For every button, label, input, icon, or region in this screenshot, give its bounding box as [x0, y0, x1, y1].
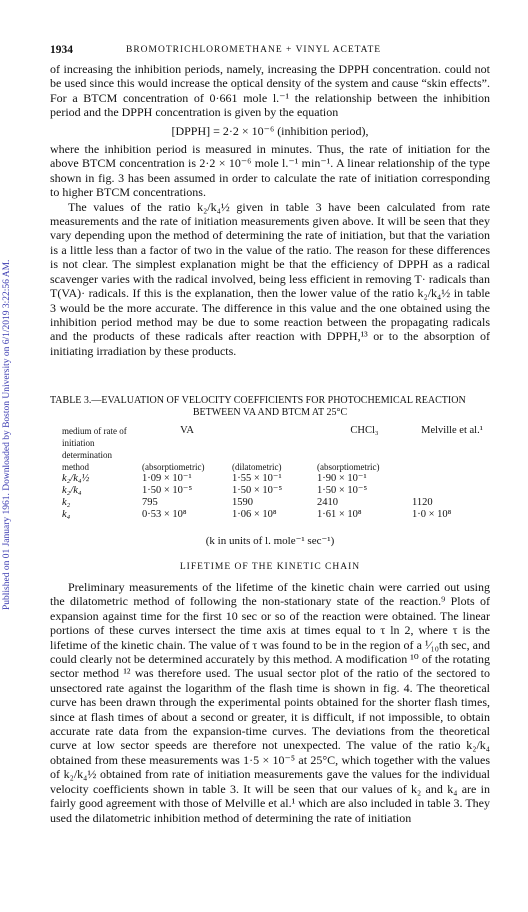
paragraph-1: of increasing the inhibition periods, namely, increasing the DPPH concentration. could not be used since this would increase the optical density of the system and cause “skin effects”. For a BTCM concentration of 0·661 mole l.⁻¹ the relationship between the inhibition period and the DPPH concentration is given by the equation [50, 62, 490, 120]
table-cell: 1·50 × 10⁻⁵ [317, 485, 368, 496]
download-watermark-text: Published on 01 January 1961. Downloaded by Boston University on 6/1/2019 3:22:56 AM. [2, 259, 12, 610]
table-row [62, 509, 492, 521]
table-header-row [62, 425, 492, 461]
table-cell: 0·53 × 10⁸ [142, 509, 187, 520]
paragraph-4: Preliminary measurements of the lifetime of the kinetic chain were carried out using the dilatometric method of following the non-stationary state of the reaction.⁹ Plots of expansion against time for the first 10 sec or so of the reaction were obtained. The linear portions of these curves intersect the time axis at times equal to τ ln 2, where τ is the lifetime of the kinetic chain. The value of τ was found to be in the region of a ¹⁄₁₀th sec, and could clearly not be determined accurately by this method. A modification ¹⁰ of the rotating sector method ¹² was therefore used. The usual sector plot of the ratio of the sectored to unsectored rate against the logarithm of the flash time is shown in fig. 4. The theoretical curve has been drawn through the experimental points obtained for the shorter flash times, since at flash times of about a second or greater, it is difficult, if not impossible, to obtain accurate rate data from the expansion-time curves. The deviations from the theoretical curve at low sector speeds are therefore not unexpected. The value of the ratio k₂/k₄ obtained from these measurements was 1·5 × 10⁻⁵ at 25°C, which together with the values of k₂/k₄½ obtained from rate of initiation measurements gave the values for the individual velocity coefficients shown in table 3. It will be seen that our values of k₂ and k₄ are in fairly good agreement with those of Melville et al.¹ which are also included in table 3. They used the dilatometric inhibition method of determining the rate of initiation [50, 580, 490, 825]
paragraph-3: The values of the ratio k₂/k₄½ given in table 3 have been calculated from rate measurements and the rate of initiation measurements given above. It will be seen that they vary depending upon the method of determining the rate of initiation, but that the variation is a little less than a factor of two in the value of the ratio. The reason for these differences is not clear. The simplest explanation might be that the efficiency of DPPH as a radical scavenger varies with the radical involved, being less efficient in removing T· radicals than T(VA)· radicals. If this is the explanation, then the lower value of the ratio k₂/k₄½ in table 3 would be the more accurate. The difference in this value and the one obtained using the inhibition period method may be due to some reaction between the propagating radicals and the products of these radicals after reaction with DPPH,¹³ or to the absorption of initiating irradiation by these products. [50, 199, 490, 358]
equation: [DPPH] = 2·2 × 10⁻⁶ (inhibition period), [171, 123, 369, 138]
table-cell: 1·50 × 10⁻⁵ [232, 485, 283, 496]
table-cell: (dilatometric) [232, 462, 282, 472]
table-cell: (absorptiometric) [317, 462, 380, 472]
table-cell: method [62, 462, 89, 472]
column-header [232, 425, 317, 461]
column-header: VA [180, 425, 194, 436]
page-header [50, 44, 490, 58]
table-cell [412, 485, 492, 497]
data-table [62, 425, 492, 521]
table-cell: 1·06 × 10⁸ [232, 509, 277, 520]
text-block-top [50, 62, 490, 358]
table-cell [412, 473, 492, 485]
table-cell: k₂/k₄½ [62, 473, 90, 484]
table-cell: (absorptiometric) [142, 462, 205, 472]
table-cell: k₂/k₄ [62, 485, 82, 496]
running-title: BROMOTRICHLOROMETHANE + VINYL ACETATE [126, 45, 382, 55]
table-method-row [62, 461, 492, 473]
page-number: 1934 [50, 44, 73, 56]
table-row [62, 497, 492, 509]
column-header: medium of rate of initiation determination [62, 426, 127, 460]
table-units-note: (k in units of l. mole⁻¹ sec⁻¹) [205, 535, 335, 547]
column-header: CHCl₃ [350, 425, 379, 436]
table-cell: k₄ [62, 509, 71, 520]
table-cell: 795 [142, 497, 158, 508]
paragraph-2: where the inhibition period is measured in minutes. Thus, the rate of initiation for the above BTCM concentration is 2·2 × 10⁻⁶ mole l.⁻¹ min⁻¹. A linear relationship of the type shown in fig. 3 has been assumed in order to calculate the rate of initiation corresponding to higher BTCM concentrations. [50, 142, 490, 200]
table-cell: k₂ [62, 497, 71, 508]
table-cell: 1·0 × 10⁸ [412, 509, 452, 520]
table-cell [412, 461, 492, 473]
table-row [62, 473, 492, 485]
table-cell: 1·50 × 10⁻⁵ [142, 485, 193, 496]
table-cell: 1120 [412, 497, 433, 508]
table-cell: 1·55 × 10⁻¹ [232, 473, 282, 484]
column-header: Melville et al.¹ [421, 425, 483, 436]
table-cell: 2410 [317, 497, 338, 508]
table-cell: 1·09 × 10⁻¹ [142, 473, 192, 484]
table-caption [50, 395, 490, 419]
table-caption-line2: BETWEEN VA AND BTCM AT 25°C [192, 407, 348, 418]
text-block-bottom [50, 580, 490, 825]
table-cell: 1·90 × 10⁻¹ [317, 473, 367, 484]
table-row [62, 485, 492, 497]
table-cell: 1590 [232, 497, 253, 508]
download-watermark [2, 150, 16, 610]
section-heading: LIFETIME OF THE KINETIC CHAIN [179, 562, 361, 572]
table-cell: 1·61 × 10⁸ [317, 509, 362, 520]
table-caption-line1: TABLE 3.—EVALUATION OF VELOCITY COEFFICIENTS FOR PHOTOCHEMICAL REACTION [50, 395, 466, 406]
